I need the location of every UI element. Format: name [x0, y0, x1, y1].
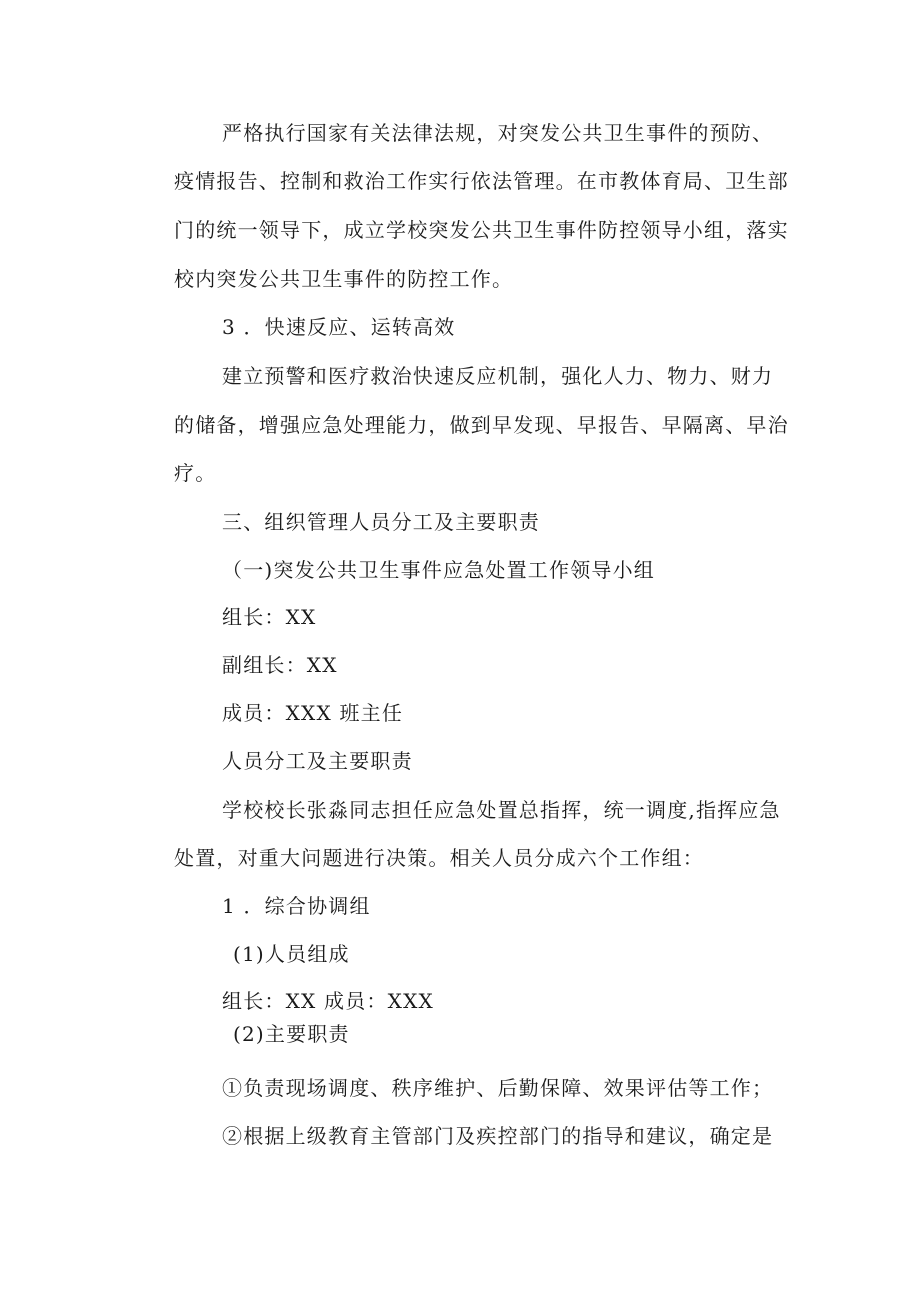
leader-line: 组长：XX	[222, 605, 317, 629]
item-3-heading: 3 ．快速反应、运转高效	[222, 315, 456, 339]
paragraph-2-line-2: 的储备，增强应急处理能力，做到早发现、早报告、早隔离、早治	[174, 413, 789, 437]
duty-1: ①负责现场调度、秩序维护、后勤保障、效果评估等工作；	[222, 1076, 774, 1100]
deputy-leader-line: 副组长：XX	[222, 653, 338, 677]
paragraph-1-line-4: 校内突发公共卫生事件的防控工作。	[174, 267, 514, 291]
personnel-heading: (1)人员组成	[233, 942, 350, 966]
paragraph-3-line-1: 学校校长张淼同志担任应急处置总指挥，统一调度,指挥应急	[222, 798, 781, 822]
members-line: 成员：XXX 班主任	[222, 701, 404, 725]
section-3-heading: 三、组织管理人员分工及主要职责	[222, 510, 540, 534]
group-1-members-line: 组长：XX 成员：XXX	[222, 989, 434, 1013]
paragraph-2-line-3: 疗。	[174, 461, 217, 485]
paragraph-1-line-1: 严格执行国家有关法律法规，对突发公共卫生事件的预防、	[222, 121, 774, 145]
paragraph-1-line-3: 门的统一领导下，成立学校突发公共卫生事件防控领导小组，落实	[174, 218, 789, 242]
division-heading: 人员分工及主要职责	[222, 749, 413, 773]
group-1-heading: 1 ．综合协调组	[222, 894, 371, 918]
duties-heading: (2)主要职责	[233, 1022, 350, 1046]
paragraph-1-line-2: 疫情报告、控制和救治工作实行依法管理。在市教体育局、卫生部	[174, 169, 789, 193]
paragraph-2-line-1: 建立预警和医疗救治快速反应机制，强化人力、物力、财力	[222, 364, 774, 388]
subsection-1-heading: （一)突发公共卫生事件应急处置工作领导小组	[222, 558, 656, 582]
paragraph-3-line-2: 处置，对重大问题进行决策。相关人员分成六个工作组：	[174, 846, 704, 870]
duty-2: ②根据上级教育主管部门及疾控部门的指导和建议，确定是	[222, 1124, 774, 1148]
